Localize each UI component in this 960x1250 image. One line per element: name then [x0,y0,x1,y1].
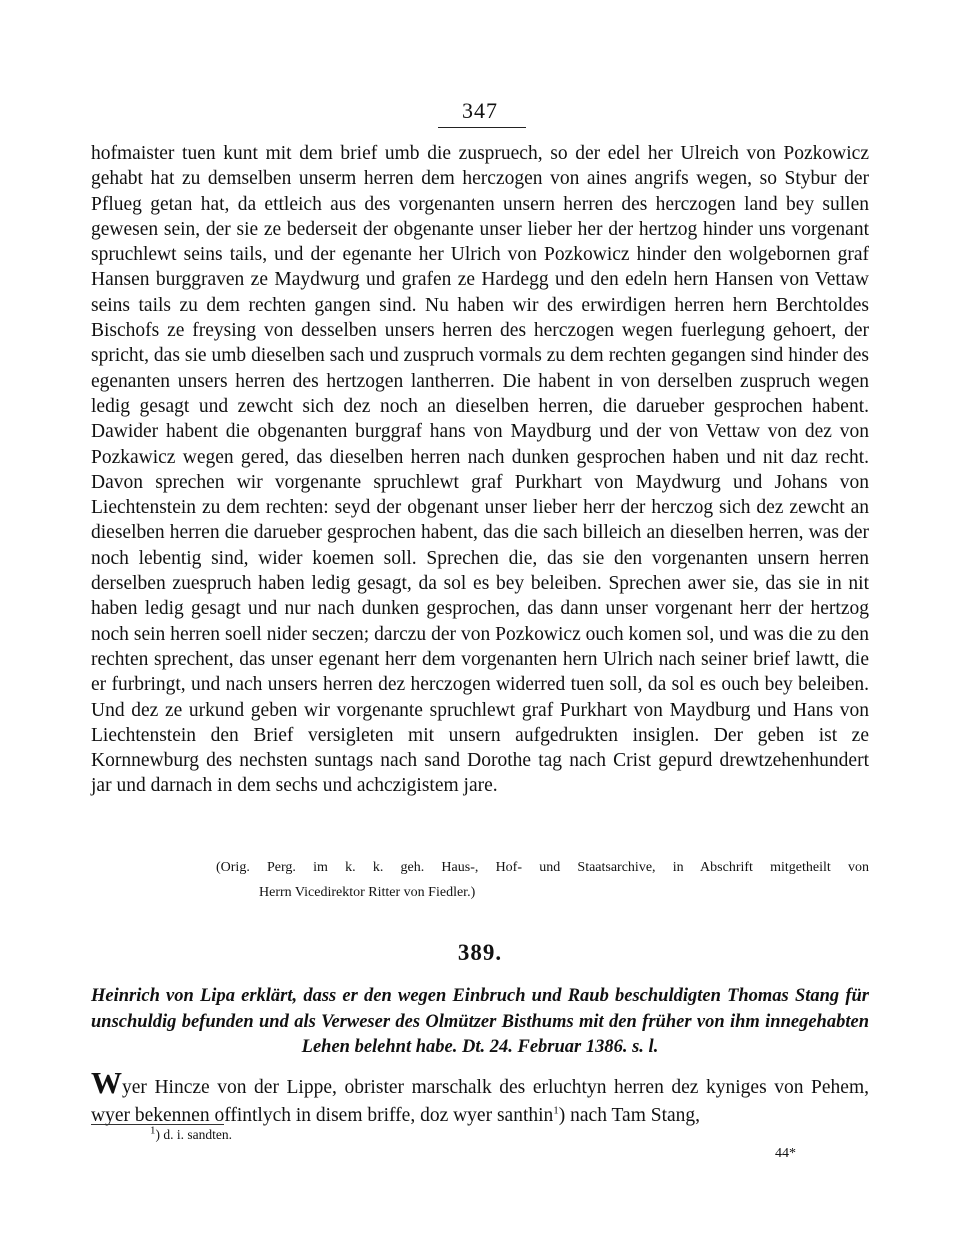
regest-summary: Heinrich von Lipa erklärt, dass er den wegen Einbruch und Raub beschuldigten Thomas Stang für unschuldig befunden und als Verweser des Olmützer Bisthums mit den früher von ihm innegehabten Lehen belehnt habe. Dt. 24. Februar 1386. s. l. [91,986,869,1057]
page-number: 347 [462,98,498,123]
footnote-text: ) d. i. sandten. [155,1127,232,1142]
body-text: hofmaister tuen kunt mit dem brief umb die zuspruech, so der edel her Ulreich von Pozkowicz gehabt hat zu demselben unserm herren dem herczogen von aines angrifs wegen, so Stybur der Pflueg getan hat, da ettleich aus des vorgenanten unsern herren des herczogen land bey sullen gewesen sein, der sie ze bederseit der obgenante unser lieber her der hertzog hinder uns vorgenant spruchlewt seins tails, und der egenante her Ulrich von Pozkowicz hinder den wolgebornen graf Hansen burggraven ze Maydwurg und grafen ze Hardegg und den edeln hern Hansen von Vettaw seins tails zu dem rechten gangen sind. Nu haben wir des erwirdigen herren hern Berchtoldes Bischofs ze freysing von desselben unsers herren des herczogen wegen fuerlegung gehoert, der spricht, das sie umb dieselben sach und zuspruch vormals zu dem rechten gegangen sind hinder des egenanten unsers herren des hertzogen lantherren. Die habent in von derselben zuspruch wegen ledig gesagt und zewcht sich dez noch an dieselben herren, die darueber gesprochen habent. Dawider habent die obgenanten burggraf hans von Maydburg und der von Vettaw von dez von Pozkawicz wegen gered, das dieselben herren nach dunken gesprochen haben und nit daz recht. Davon sprechen wir vorgenante spruchlewt graf Purkhart von Maydwurg und Johans von Liechtenstein zu dem rechten: seyd der obgenant unser lieber herr der herczog sich dez zewcht an dieselben herren die darueber gesprochen habent, das die sach billeich an dieselben herren, was der noch lebentig sind, wider koemen soll. Sprechen die, das sie den vorgenanten unsern herren derselben zuespruch haben ledig gesagt, da sol es bey beleiben. Sprechen awer sie, das sie in nit haben ledig gesagt und nur nach dunken gesprochen, das dann unser vorgenant herr der hertzog noch sein herren soell nider seczen; darczu der von Pozkowicz ouch komen sol, und was die zu den rechten sprechent, das unser egenant herr dem vorgenanten hern Ulrich nach seiner brief lawtt, die er furbringt, und nach unsers herren dez herczogen widerred tuen soll, da sol es ouch bey beleiben. Und dez ze urkund geben wir vorgenante spruchlewt graf Purkhart von Maydburg und Hans von Liechtenstein den Brief versigleten mit unsern aufgedrukten insiglen. Der geben ist ze Kornnewburg des nechsten suntags nach sand Dorothe tag nach Crist gepurd drewtzehenhundert jar und darnach in dem sechs und achczigistem jare. [91,143,869,797]
source-note-line-1: (Orig. Perg. im k. k. geh. Haus-, Hof- und Staatsarchive, in Abschrift mitgetheilt von [216,860,869,875]
footnote-rule [91,1124,224,1125]
footnote-marker: 1 [553,1104,559,1117]
document-number: 389. [457,940,503,965]
source-note-line-2: Herrn Vicedirektor Ritter von Fiedler.) [259,885,476,900]
header-rule [438,127,526,128]
footnote-number: 1 [150,1124,156,1137]
document-text-part-2: ) nach Tam Stang, [558,1105,701,1126]
initial-letter: W [91,1065,122,1100]
source-note [91,855,869,905]
sheet-signature: 44* [775,1146,796,1161]
footnote [150,1124,232,1143]
document-text-part-1: yer Hincze von der Lippe, obrister marschalk des erluchtyn herren dez kyniges von Pehem, wyer bekennen offintlych in disem briffe, doz wyer santhin [91,1077,869,1126]
document-text-start [91,1067,869,1130]
